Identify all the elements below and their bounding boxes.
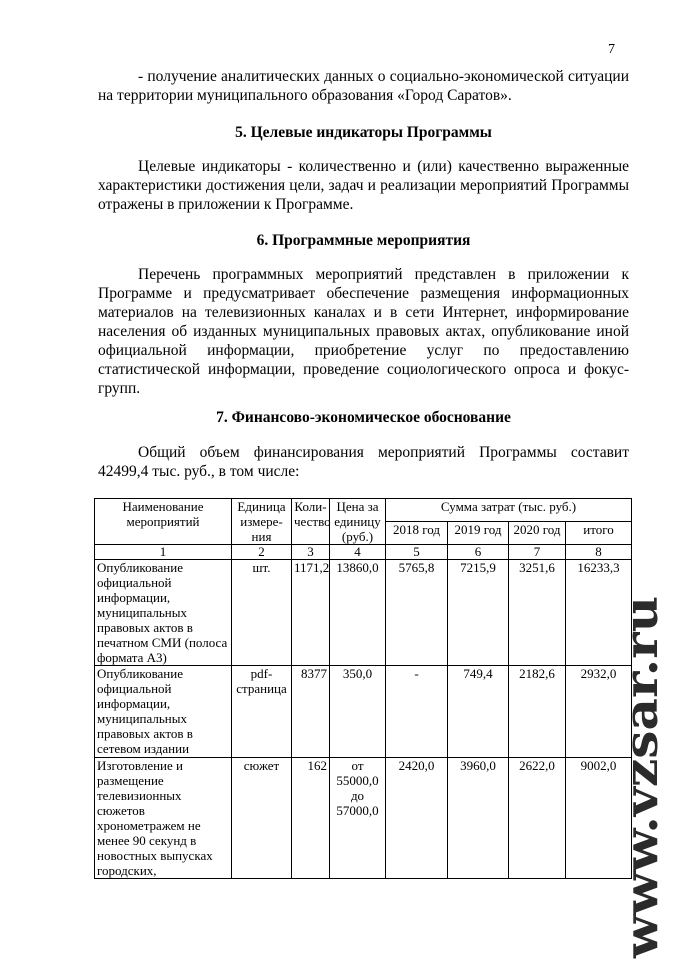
column-number: 2 — [232, 545, 292, 560]
row-2018: 2420,0 — [386, 758, 448, 879]
row-qty: 162 — [292, 758, 330, 879]
row-qty: 1171,2 — [292, 560, 330, 666]
row-2019: 749,4 — [448, 666, 509, 758]
header-unit: Единица измере-ния — [232, 499, 292, 545]
header-name: Наименование мероприятий — [95, 499, 232, 545]
financing-table — [94, 498, 632, 879]
page-number: 7 — [608, 42, 615, 57]
row-price: от 55000,0 до 57000,0 — [330, 758, 386, 879]
row-2020: 2182,6 — [509, 666, 566, 758]
section-7-paragraph: Общий объем финансирования мероприятий Программы составит 42499,4 тыс. руб., в том числе: — [98, 444, 629, 480]
table-row — [95, 560, 632, 666]
row-2019: 7215,9 — [448, 560, 509, 666]
row-name: Опубликование официальной информации, муниципальных правовых актов в сетевом издании — [95, 666, 232, 758]
watermark-text: www.vzsar.ru — [614, 625, 668, 958]
header-2018: 2018 год — [386, 522, 448, 545]
column-number: 3 — [292, 545, 330, 560]
column-number: 4 — [330, 545, 386, 560]
row-price: 13860,0 — [330, 560, 386, 666]
row-itogo: 9002,0 — [566, 758, 632, 879]
header-total-costs: Сумма затрат (тыс. руб.) — [386, 499, 632, 522]
header-2019: 2019 год — [448, 522, 509, 545]
intro-paragraph: - получение аналитических данных о социально-экономической ситуации на территории муниципального образования «Город Саратов». — [98, 68, 629, 104]
column-number: 1 — [95, 545, 232, 560]
row-2020: 3251,6 — [509, 560, 566, 666]
row-unit: сюжет — [232, 758, 292, 879]
row-unit: pdf-страница — [232, 666, 292, 758]
row-itogo: 16233,3 — [566, 560, 632, 666]
watermark — [603, 590, 679, 960]
section-7-heading: 7. Финансово-экономическое обоснование — [216, 409, 511, 426]
row-itogo: 2932,0 — [566, 666, 632, 758]
row-qty: 8377 — [292, 666, 330, 758]
row-2018: - — [386, 666, 448, 758]
row-unit: шт. — [232, 560, 292, 666]
column-number: 6 — [448, 545, 509, 560]
column-number: 5 — [386, 545, 448, 560]
row-2019: 3960,0 — [448, 758, 509, 879]
row-name: Опубликование официальной информации, муниципальных правовых актов в печатном СМИ (полоса формата А3) — [95, 560, 232, 666]
row-name: Изготовление и размещение телевизионных сюжетов хронометражем не менее 90 секунд в новостных выпусках городских, — [95, 758, 232, 879]
table-row — [95, 758, 632, 879]
section-6-heading: 6. Программные мероприятия — [256, 232, 471, 249]
section-6-paragraph: Перечень программных мероприятий представлен в приложении к Программе и предусматривает обеспечение размещения информационных материалов на телевизионных каналах и в сети Интернет, информирование населения об изданных муниципальных правовых актах, опубликование иной официальной информации, приобретение услуг по предоставлению статистической информации, проведение социологического опроса и фокус-групп. — [98, 266, 629, 397]
header-price: Цена за единицу (руб.) — [330, 499, 386, 545]
header-itogo: итого — [566, 522, 632, 545]
column-number: 8 — [566, 545, 632, 560]
section-5-heading: 5. Целевые индикаторы Программы — [235, 124, 492, 141]
column-number: 7 — [509, 545, 566, 560]
row-price: 350,0 — [330, 666, 386, 758]
table-header-row — [95, 499, 632, 522]
row-2018: 5765,8 — [386, 560, 448, 666]
column-number-row — [95, 545, 632, 560]
table-row — [95, 666, 632, 758]
section-5-paragraph: Целевые индикаторы - количественно и (или) качественно выраженные характеристики достижения цели, задач и реализации мероприятий Программы отражены в приложении к Программе. — [98, 158, 629, 213]
header-qty: Коли-чество — [292, 499, 330, 545]
row-2020: 2622,0 — [509, 758, 566, 879]
header-2020: 2020 год — [509, 522, 566, 545]
